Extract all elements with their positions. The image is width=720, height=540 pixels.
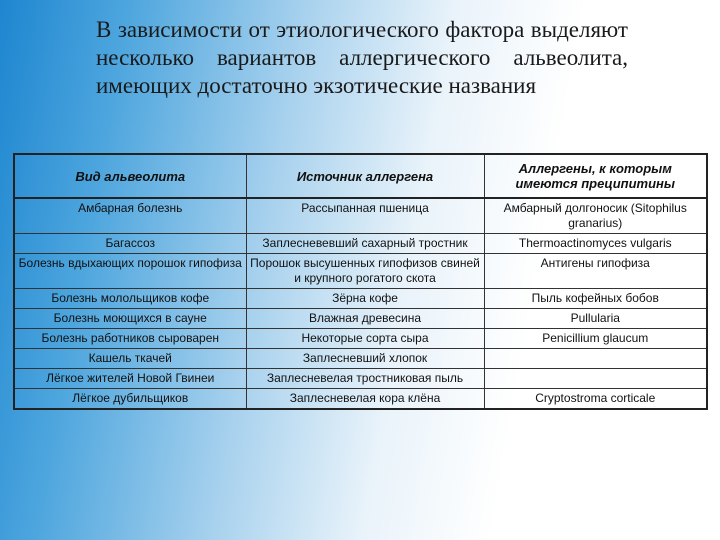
table-row: [14, 198, 707, 234]
header-precipitin-allergens: Аллергены, к которым имеются преципитины: [484, 154, 707, 198]
alveolitis-table-container: [13, 153, 706, 410]
cell-allergen: Pullularia: [484, 309, 707, 329]
cell-source: Заплесневелая кора клёна: [246, 389, 484, 410]
cell-type: Кашель ткачей: [14, 349, 246, 369]
cell-type: Болезнь молольщиков кофе: [14, 289, 246, 309]
cell-type: Лёгкое дубильщиков: [14, 389, 246, 410]
table-row: [14, 349, 707, 369]
cell-source: Некоторые сорта сыра: [246, 329, 484, 349]
cell-type: Багассоз: [14, 234, 246, 254]
cell-allergen: [484, 349, 707, 369]
cell-allergen: Пыль кофейных бобов: [484, 289, 707, 309]
table-header-row: [14, 154, 707, 198]
cell-source: Рассыпанная пшеница: [246, 198, 484, 234]
table-row: [14, 369, 707, 389]
header-alveolitis-type: Вид альвеолита: [14, 154, 246, 198]
table-row: [14, 254, 707, 289]
cell-allergen: Penicillium glaucum: [484, 329, 707, 349]
cell-source: Заплесневший хлопок: [246, 349, 484, 369]
cell-allergen: Thermoactinomyces vulgaris: [484, 234, 707, 254]
table-row: [14, 329, 707, 349]
table-row: [14, 289, 707, 309]
cell-type: Болезнь моющихся в сауне: [14, 309, 246, 329]
cell-allergen: Cryptostroma corticale: [484, 389, 707, 410]
cell-type: Лёгкое жителей Новой Гвинеи: [14, 369, 246, 389]
cell-type: Болезнь работников сыроварен: [14, 329, 246, 349]
cell-allergen: Антигены гипофиза: [484, 254, 707, 289]
cell-source: Заплесневелая тростниковая пыль: [246, 369, 484, 389]
table-row: [14, 309, 707, 329]
table-row: [14, 389, 707, 410]
cell-source: Влажная древесина: [246, 309, 484, 329]
cell-source: Порошок высушенных гипофизов свиней и крупного рогатого скота: [246, 254, 484, 289]
header-allergen-source: Источник аллергена: [246, 154, 484, 198]
intro-text: В зависимости от этиологического фактора выделяют несколько вариантов аллергического альвеолита, имеющих достаточно экзотические названия: [96, 17, 628, 98]
cell-source: Зёрна кофе: [246, 289, 484, 309]
cell-allergen: [484, 369, 707, 389]
cell-allergen: Амбарный долгоносик (Sitophilus granarius): [484, 198, 707, 234]
cell-type: Амбарная болезнь: [14, 198, 246, 234]
cell-type: Болезнь вдыхающих порошок гипофиза: [14, 254, 246, 289]
cell-source: Заплесневевший сахарный тростник: [246, 234, 484, 254]
table-row: [14, 234, 707, 254]
alveolitis-table: [13, 153, 708, 410]
